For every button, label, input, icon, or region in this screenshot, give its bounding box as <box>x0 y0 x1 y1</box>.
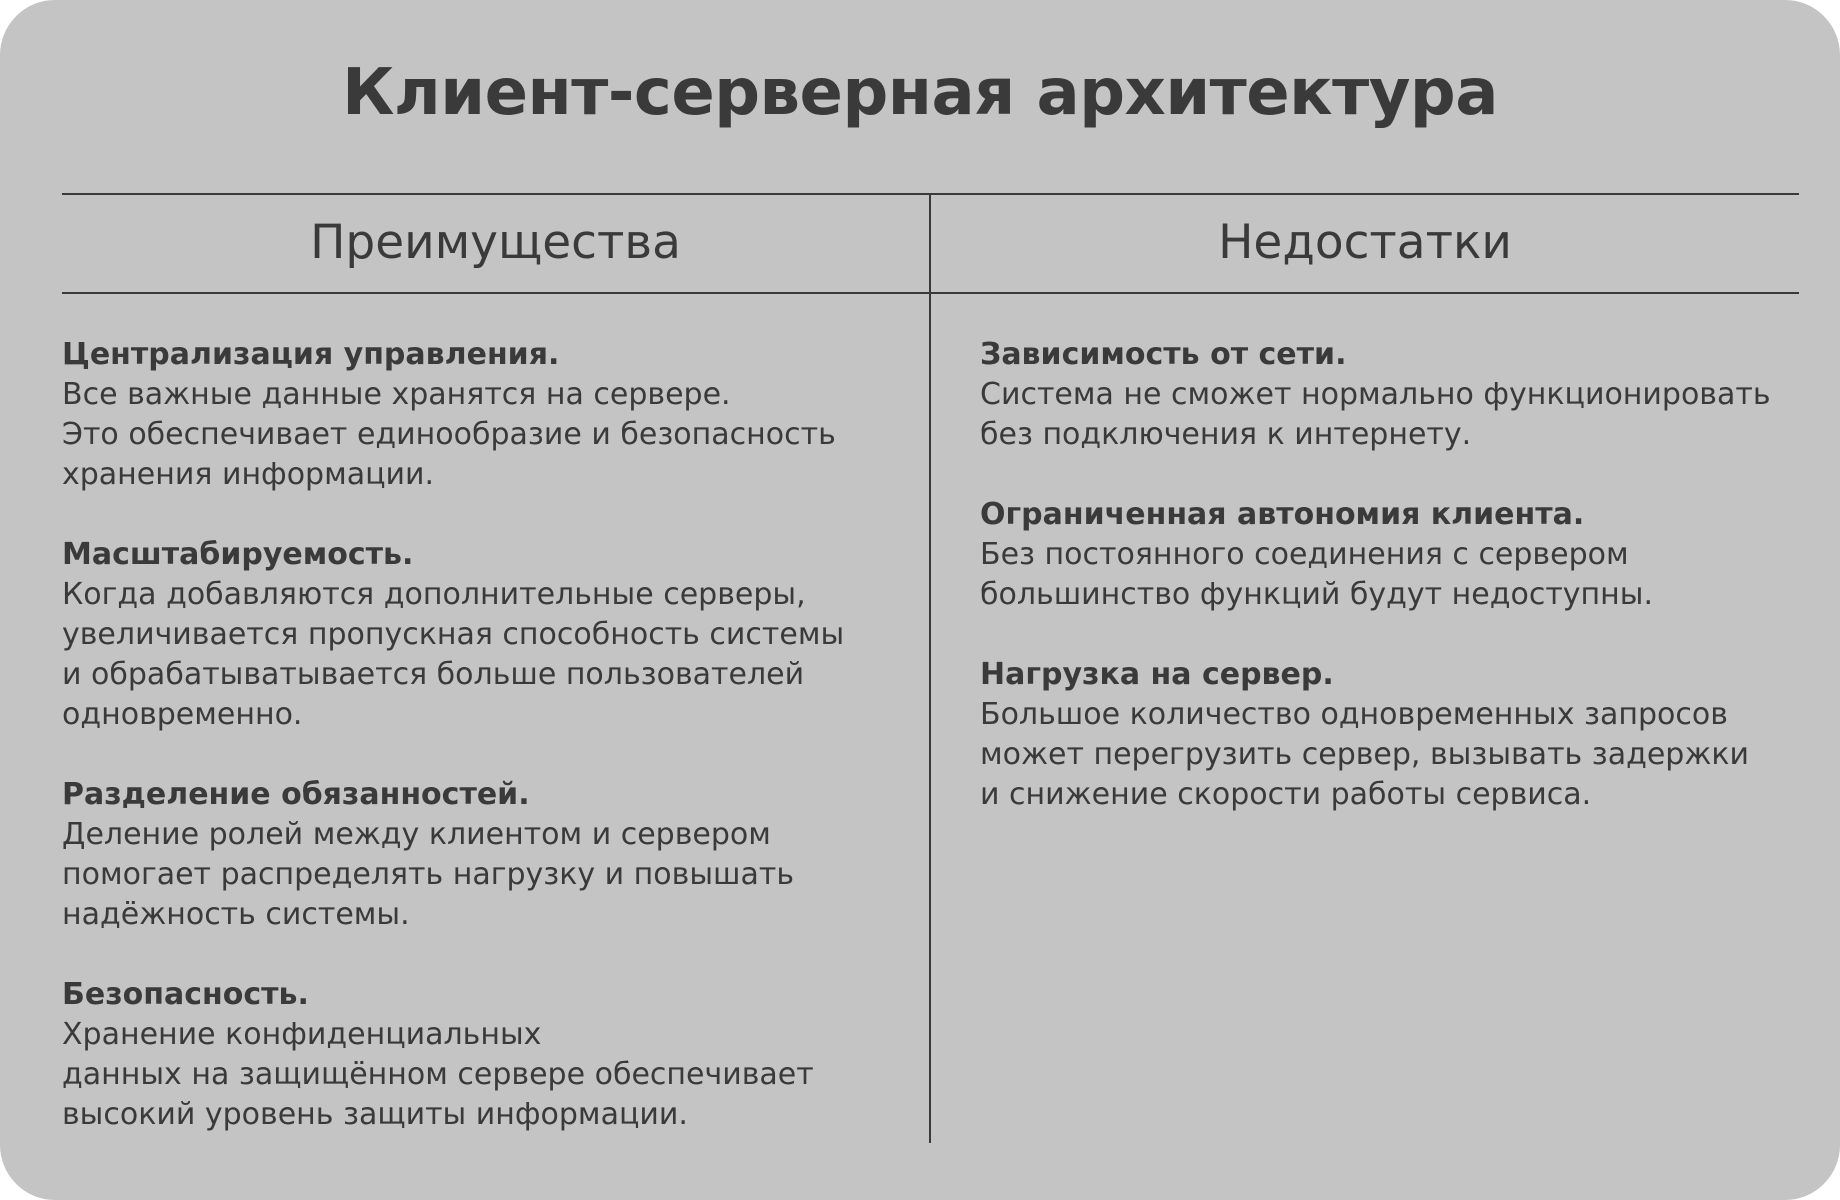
advantages-column <box>62 335 922 1175</box>
advantage-item <box>62 535 922 735</box>
advantage-title: Централизация управления. <box>62 337 560 372</box>
disadvantage-text-line: Большое количество одновременных запросов <box>980 697 1728 732</box>
advantages-header: Преимущества <box>310 215 681 270</box>
advantage-text-line: высокий уровень защиты информации. <box>62 1097 688 1132</box>
disadvantage-text-line: большинство функций будут недоступны. <box>980 577 1654 612</box>
advantage-title: Безопасность. <box>62 977 309 1012</box>
advantage-text-line: Деление ролей между клиентом и сервером <box>62 817 771 852</box>
disadvantage-text-line: Система не сможет нормально функционировать <box>980 377 1771 412</box>
advantage-title: Масштабируемость. <box>62 537 414 572</box>
advantage-text-line: Все важные данные хранятся на сервере. <box>62 377 731 412</box>
advantage-text-line: данных на защищённом сервере обеспечивает <box>62 1057 814 1092</box>
disadvantage-title: Зависимость от сети. <box>980 337 1347 372</box>
disadvantage-item <box>980 495 1795 615</box>
advantage-text-line: хранения информации. <box>62 457 435 492</box>
disadvantage-item <box>980 655 1795 815</box>
disadvantage-title: Нагрузка на сервер. <box>980 657 1334 692</box>
advantage-item <box>62 975 922 1135</box>
advantage-text-line: увеличивается пропускная способность системы <box>62 617 845 652</box>
disadvantages-header: Недостатки <box>1218 215 1512 270</box>
advantage-text-line: Когда добавляются дополнительные серверы, <box>62 577 806 612</box>
advantage-item <box>62 335 922 495</box>
column-divider <box>929 193 931 1143</box>
page-title: Клиент-серверная архитектура <box>342 56 1498 130</box>
advantage-text-line: Это обеспечивает единообразие и безопасность <box>62 417 836 452</box>
advantage-title: Разделение обязанностей. <box>62 777 530 812</box>
disadvantages-column <box>980 335 1795 855</box>
advantage-text-line: Хранение конфиденциальных <box>62 1017 542 1052</box>
disadvantage-text-line: Без постоянного соединения с сервером <box>980 537 1629 572</box>
advantage-text-line: одновременно. <box>62 697 303 732</box>
disadvantage-text-line: может перегрузить сервер, вызывать задержки <box>980 737 1749 772</box>
disadvantage-item <box>980 335 1795 455</box>
advantage-text-line: надёжность системы. <box>62 897 410 932</box>
disadvantage-text-line: без подключения к интернету. <box>980 417 1472 452</box>
advantage-item <box>62 775 922 935</box>
advantage-text-line: и обрабатыватывается больше пользователей <box>62 657 805 692</box>
disadvantage-text-line: и снижение скорости работы сервиса. <box>980 777 1592 812</box>
disadvantage-title: Ограниченная автономия клиента. <box>980 497 1585 532</box>
advantage-text-line: помогает распределять нагрузку и повышать <box>62 857 794 892</box>
